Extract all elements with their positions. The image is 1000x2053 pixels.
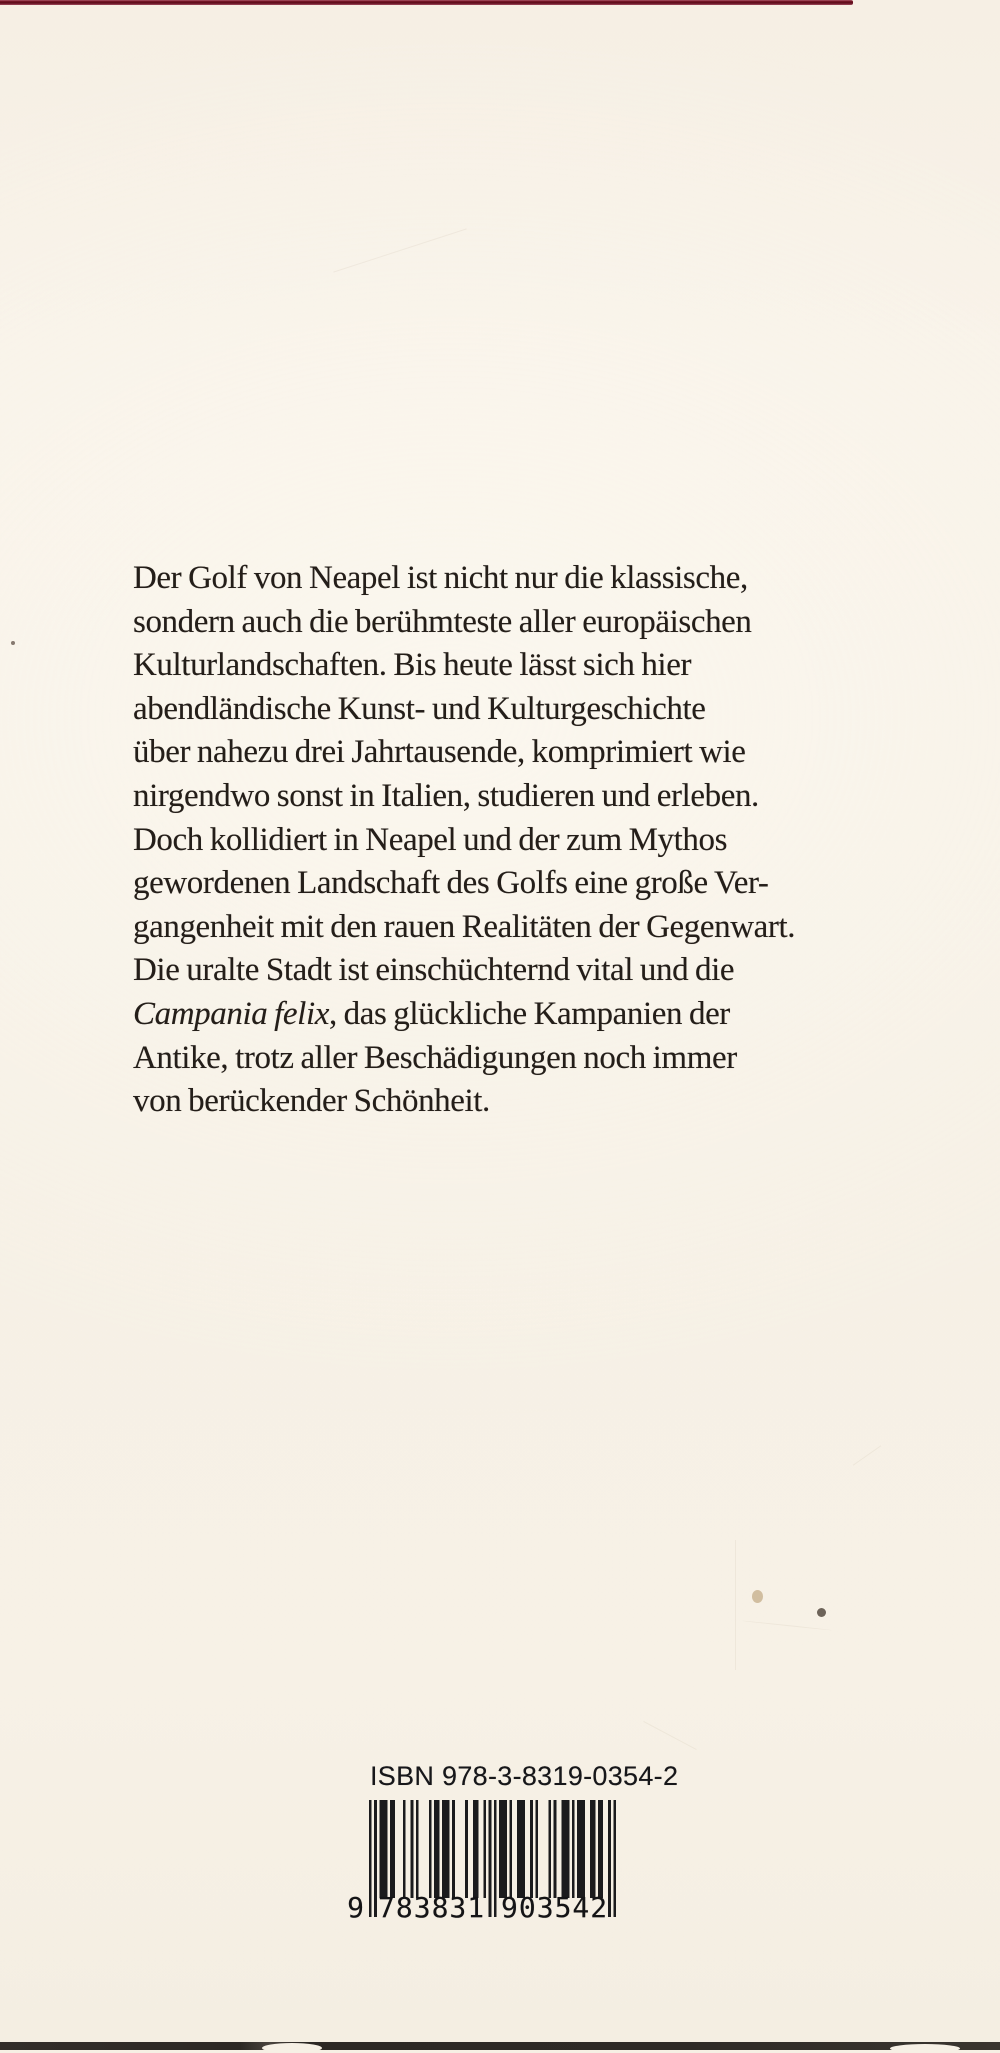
barcode-bar	[379, 1800, 382, 1898]
back-cover-blurb	[133, 557, 873, 1124]
barcode-bar	[530, 1800, 533, 1898]
barcode-bar	[382, 1800, 385, 1898]
blurb-text: nirgendwo sonst in Italien, studieren und erleben.	[133, 777, 759, 814]
scan-crease	[853, 1445, 881, 1465]
ean-first-digit: 9	[347, 1891, 364, 1924]
scan-edge-bump	[262, 2043, 322, 2053]
barcode-bar	[403, 1800, 406, 1898]
blurb-text: über nahezu drei Jahrtausende, komprimiert wie	[133, 734, 746, 771]
blurb-text: Kulturlandschaften. Bis heute lässt sich hier	[133, 647, 692, 684]
ean-left-group: 783831	[378, 1891, 486, 1924]
blurb-line	[133, 688, 873, 732]
barcode-bar	[483, 1800, 486, 1898]
blurb-text: Der Golf von Neapel ist nicht nur die klassische,	[133, 560, 748, 596]
barcode-bar	[499, 1800, 502, 1898]
barcode-bar	[476, 1800, 479, 1898]
scan-edge-bump	[890, 2044, 960, 2053]
barcode-bar	[504, 1800, 507, 1898]
barcode-bar	[572, 1800, 575, 1898]
barcode-bar	[580, 1800, 583, 1898]
scan-crease	[333, 228, 466, 272]
barcode-bar	[564, 1800, 567, 1898]
scan-speck	[817, 1608, 826, 1617]
barcode-bar	[600, 1800, 603, 1898]
blurb-line	[133, 1037, 873, 1081]
blurb-line	[133, 993, 873, 1037]
barcode-bar	[385, 1800, 388, 1898]
barcode-bar	[434, 1800, 437, 1898]
blurb-line	[133, 644, 873, 688]
barcode-bar	[613, 1800, 616, 1917]
blurb-line	[133, 819, 873, 863]
barcode-bar	[577, 1800, 580, 1898]
barcode-bar	[452, 1800, 455, 1898]
blurb-text: gangenheit mit den rauen Realitäten der Gegenwart.	[133, 908, 796, 945]
barcode-bar	[517, 1800, 520, 1898]
barcode-bar	[522, 1800, 525, 1898]
barcode-bar	[561, 1800, 564, 1898]
barcode-bar	[465, 1800, 468, 1898]
blurb-text: Antike, trotz aller Beschädigungen noch immer	[133, 1039, 737, 1076]
barcode-bar	[447, 1800, 450, 1898]
barcode-bar	[369, 1800, 372, 1917]
barcode-bar	[593, 1800, 596, 1898]
scan-crease	[643, 1721, 696, 1750]
barcode-bar	[494, 1800, 497, 1917]
barcode-bar	[374, 1800, 377, 1917]
barcode-bar	[535, 1800, 538, 1898]
barcode-bar	[520, 1800, 523, 1898]
blurb-line	[133, 949, 873, 993]
barcode-bar	[416, 1800, 419, 1898]
scan-crease	[742, 1620, 832, 1630]
blurb-line	[133, 601, 873, 645]
scan-crease	[735, 1540, 736, 1670]
barcode-bar	[509, 1800, 512, 1898]
barcode-bar	[590, 1800, 593, 1898]
barcode-bar	[473, 1800, 476, 1898]
blurb-italic-phrase: Campania felix	[133, 995, 329, 1032]
isbn-label: ISBN 978-3-8319-0354-2	[370, 1761, 679, 1791]
barcode-bar	[429, 1800, 432, 1898]
blurb-text: , das glückliche Kampanien der	[328, 995, 730, 1032]
barcode-bar	[598, 1800, 601, 1898]
blurb-line	[133, 862, 873, 906]
scan-speck	[752, 1590, 763, 1603]
barcode-bar	[554, 1800, 557, 1898]
blurb-text: sondern auch die berühmteste aller europäischen	[133, 603, 752, 640]
ean-right-group: 903542	[501, 1891, 609, 1924]
blurb-line	[133, 1080, 873, 1124]
blurb-text: abendländische Kunst- und Kulturgeschichte	[133, 690, 706, 727]
blurb-line	[133, 557, 873, 601]
blurb-text: Doch kollidiert in Neapel und der zum Mythos	[133, 821, 728, 858]
barcode-bar	[582, 1800, 585, 1898]
barcode-bar	[567, 1800, 570, 1898]
blurb-text: gewordenen Landschaft des Golfs eine große Ver-	[133, 865, 769, 902]
barcode-bar	[442, 1800, 445, 1898]
divider-rule	[0, 0, 853, 5]
barcode-bar	[390, 1800, 393, 1898]
barcode-bar	[502, 1800, 505, 1898]
barcode-bar	[444, 1800, 447, 1898]
blurb-line	[133, 731, 873, 775]
blurb-text: von berückender Schönheit.	[133, 1083, 490, 1120]
barcode-bar	[548, 1800, 551, 1898]
barcode-bar	[392, 1800, 395, 1898]
barcode-bar	[411, 1800, 414, 1898]
blurb-text: Die uralte Stadt ist einschüchternd vital und die	[133, 952, 735, 989]
barcode-bar	[437, 1800, 440, 1898]
blurb-line	[133, 906, 873, 950]
barcode-bar	[489, 1800, 492, 1917]
scan-speck	[11, 641, 15, 645]
scan-bottom-edge	[0, 2042, 1000, 2050]
blurb-line	[133, 775, 873, 819]
